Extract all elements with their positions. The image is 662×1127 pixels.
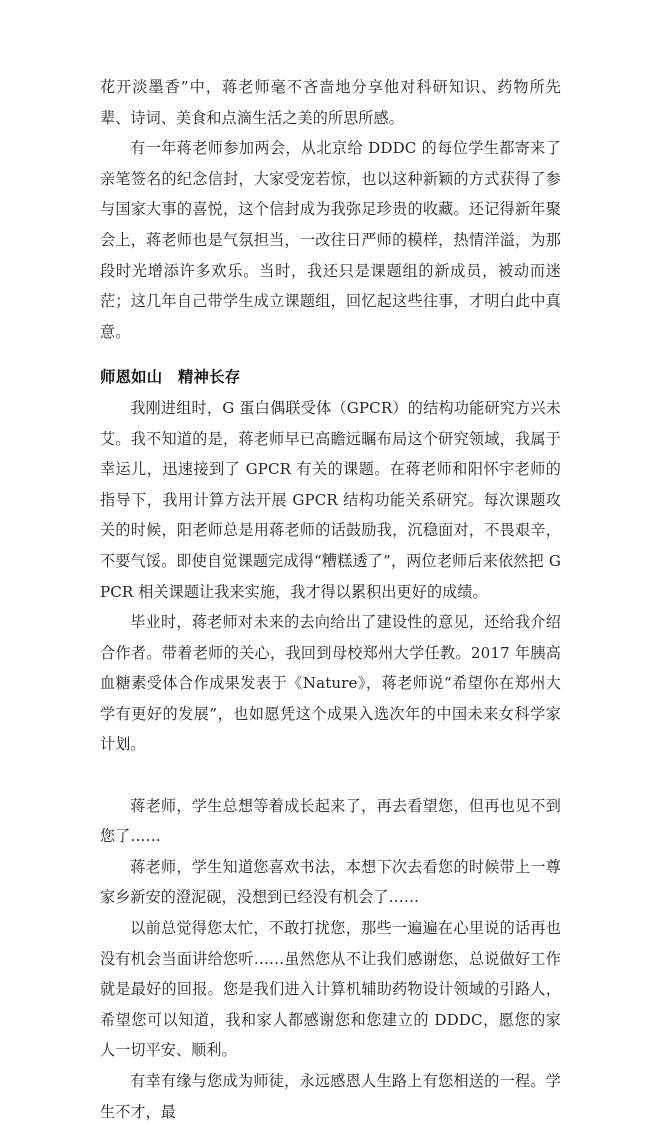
paragraph-graduation-nature: 毕业时，蒋老师对未来的去向给出了建设性的意见，还给我介绍合作者。带着老师的关心，我回到母校郑州大学任教。2017 年胰高血糖素受体合作成果发表于《Nature》，蒋老师说“希望你在郑州大学有更好的发展”，也如愿凭这个成果入选次年的中国未来女科学家计划。 (100, 613, 561, 754)
paragraph-address-teacher-growth: 蒋老师，学生总想等着成长起来了，再去看望您，但再也见不到您了…… (100, 796, 561, 846)
paragraph-two-sessions-envelope: 有一年蒋老师参加两会，从北京给 DDDC 的每位学生都寄来了亲笔签名的纪念信封，大家受宠若惊，也以这种新颖的方式获得了参与国家大事的喜悦，这个信封成为我弥足珍贵的收藏。还记得新年聚会上，蒋老师也是气氛担当，一改往日严师的模样，热情洋溢，为那段时光增添许多欢乐。当时，我还只是课题组的新成员，被动而迷茫；这几年自己带学生成立课题组，回忆起这些往事，才明白此中真意。 (100, 139, 561, 341)
paragraph-gpcr-research: 我刚进组时，G 蛋白偶联受体（GPCR）的结构功能研究方兴未艾。我不知道的是，蒋老师早已高瞻远瞩布局这个研究领域，我属于幸运儿，迅速接到了 GPCR 有关的课题。在蒋老师和阳怀宇老师的指导下，我用计算方法开展 GPCR 结构功能关系研究。每次课题攻关的时候，阳老师总是用蒋老师的话鼓励我，沉稳面对，不畏艰辛，不要气馁。即使自觉课题完成得“糟糕透了”，两位老师后来依然把 GPCR 相关课题让我来实施，我才得以累积出更好的成绩。 (100, 398, 561, 601)
paragraph-address-teacher-inkstone: 蒋老师，学生知道您喜欢书法，本想下次去看您的时候带上一尊家乡新安的澄泥砚，没想到已经没有机会了…… (100, 857, 561, 907)
text-column (100, 72, 561, 1127)
paragraph-closing-mentorship: 有幸有缘与您成为师徒，永远感恩人生路上有您相送的一程。学生不才，最 (100, 1072, 561, 1121)
pre-heading-spacer (100, 347, 561, 362)
section-heading-shien-rushan: 师恩如山 精神长存 (100, 368, 241, 387)
paragraph-continuation-calligraphy: 花开淡墨香”中，蒋老师毫不吝啬地分享他对科研知识、药物所先辈、诗词、美食和点滴生活之美的所思所感。 (100, 78, 561, 127)
blank-line-spacer (100, 760, 561, 791)
paragraph-gratitude-dddc: 以前总觉得您太忙，不敢打扰您，那些一遍遍在心里说的话再也没有机会当面讲给您听……虽然您从不让我们感谢您，总说做好工作就是最好的回报。您是我们进入计算机辅助药物设计领域的引路人，希望您可以知道，我和家人都感谢您和您建立的 DDDC，愿您的家人一切平安、顺利。 (100, 919, 561, 1060)
